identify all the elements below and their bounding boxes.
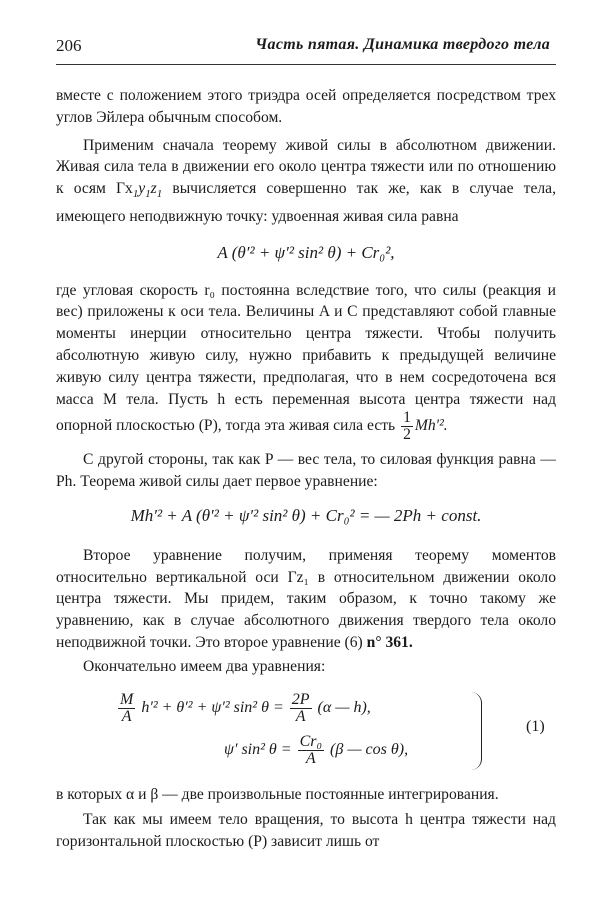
formula-energy-equation: Mh′² + A (θ′² + ψ′² sin² θ) + Cr₀² = — 2Ph + const. [130,506,482,526]
page [56,30,556,853]
axes-subscripts: $_1y_1z_1$ [132,180,163,201]
equation-1-frac-a-den: A [121,707,132,725]
equation-2-frac-den: A [305,749,316,767]
page-header [56,30,556,65]
equation-1-fraction-b [290,692,312,725]
paragraph-8: Так как мы имеем тело вращения, то высота h центра тяжести над горизонтальной плоскостью (P) зависит лишь от [56,811,556,851]
section-reference: n° 361. [366,634,413,652]
paragraph-6: Окончательно имеем два уравнения: [83,657,326,675]
equation-2 [224,734,408,767]
equation-2-fraction [298,734,324,767]
formula-kinetic-energy: A (θ′² + ψ′² sin² θ) + Cr₀², [217,242,395,262]
equation-1-fraction-a [118,692,135,725]
paragraph-2-text-b: вычисляется совершенно так же, как в случае тела, имеющего неподвижную точку: удвоенная живая сила равна [56,180,556,226]
paragraph-5-text: Второе уравнение получим, применяя теорему моментов относительно вертикальной оси Γz₁ в относительном движении около центра тяжести. Мы придем, таким образом, к точно такому же уравнению, как в случае абсолютного движения твердого тела около неподвижной точки. Это второе уравнение (6) [56,546,556,652]
equation-1 [116,692,371,725]
paragraph-2 [56,135,556,228]
paragraph-5 [56,545,556,654]
equation-1-tail: (α — h), [317,698,371,716]
paragraph-4: С другой стороны, так как P — вес тела, то силовая функция равна — Ph. Теорема живой силы дает первое уравнение: [56,451,556,491]
equation-2-tail: (β — cos θ), [330,740,409,758]
equation-1-frac-a-num: M [120,690,134,708]
fraction-numerator: 1 [403,409,411,427]
paragraph-3-tail: Mh′². [414,417,448,435]
paragraph-7: в которых α и β — две произвольные постоянные интегрирования. [56,785,499,803]
equation-system [56,688,556,776]
equation-1-frac-b-den: A [295,707,306,725]
equation-number: (1) [526,717,545,735]
equation-2-lead: ψ′ sin² θ = [224,740,292,758]
fraction-denominator: 2 [403,426,411,444]
paragraph-1: вместе с положением этого триэдра осей определяется посредством трех углов Эйлера обычным способом. [56,87,556,126]
paragraph-2-text-a: Применим сначала теорему живой силы в абсолютном движении. Живая сила тела в движении его около центра тяжести или по отношению к осям Γx [56,136,556,198]
paragraph-3-text: где угловая скорость r₀ постоянна вследствие того, что силы (реакция и вес) приложены к оси тела. Величины A и C представляют собой главные моменты инерции относительно центра тяжести. Чтобы получить абсолютную живую силу, нужно прибавить к предыдущей величине живую силу центра тяжести, предполагая, что в нем сосредоточена вся масса M тела. Пусть h есть переменная высота центра тяжести над опорной плоскостью (P), тогда эта живая сила есть [56,281,556,435]
equation-2-frac-num: Cr₀ [299,732,323,750]
equation-1-frac-b-num: 2P [291,690,310,708]
right-brace [471,692,482,770]
running-title: Часть пятая. Динамика твердого тела [255,36,550,53]
page-number: 206 [56,36,82,55]
paragraph-3 [56,280,556,444]
equation-1-middle: h′² + θ′² + ψ′² sin² θ = [141,698,284,716]
fraction-one-half [401,410,413,443]
